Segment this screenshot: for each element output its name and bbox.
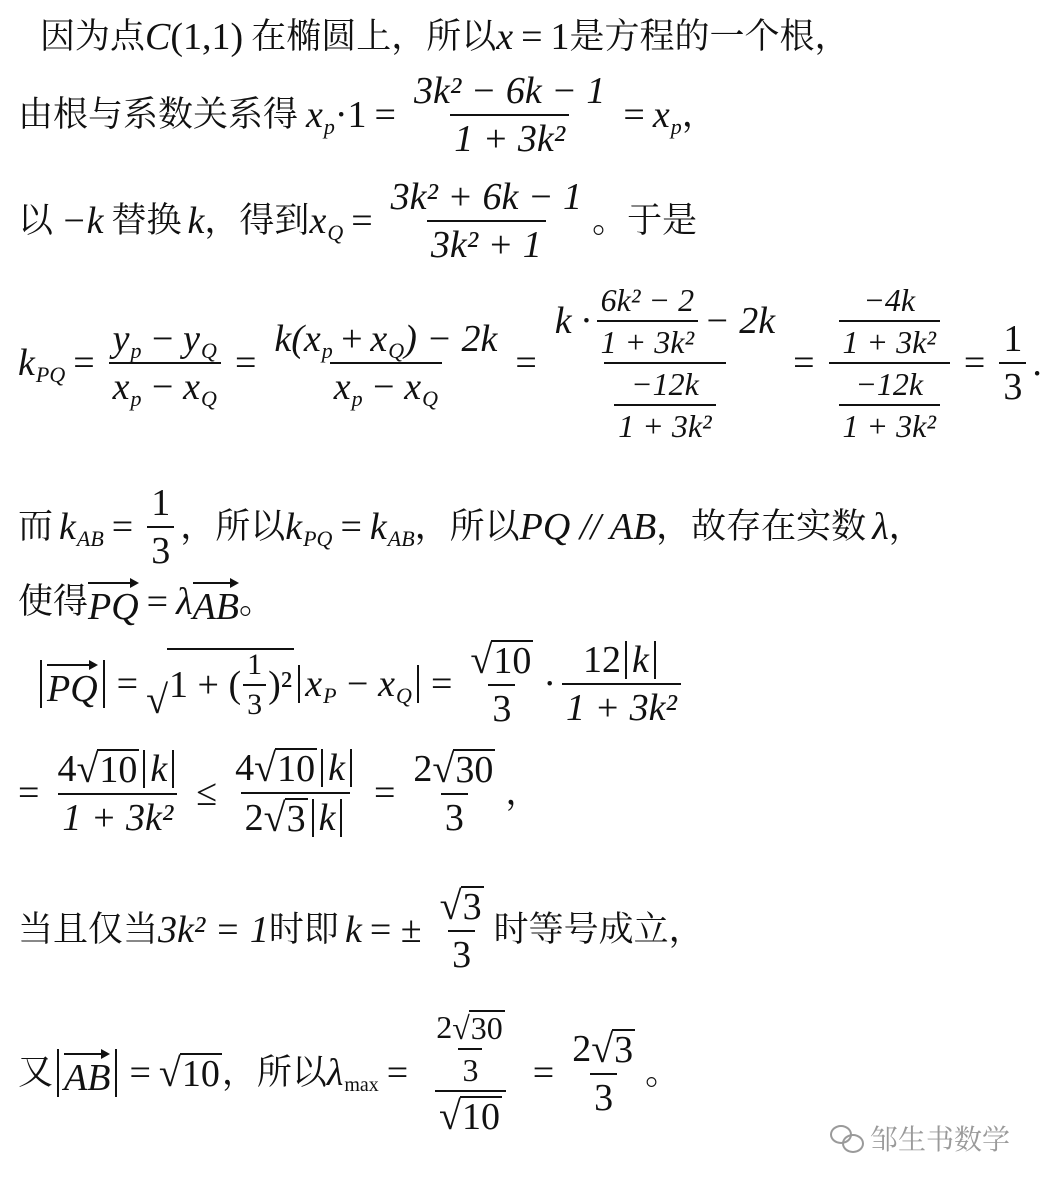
radical-sign-icon: √ [146,677,169,722]
text: 而 [18,506,54,547]
radical-sign-icon: √ [158,1050,181,1095]
square-root [146,648,294,720]
subscript: PQ [303,526,333,551]
compound-fraction [551,284,779,442]
line-2 [18,72,717,158]
denominator: 3 [488,684,515,728]
denominator: 3 [458,1048,482,1086]
numerator [579,641,664,683]
math-symbol: ) − 2k [404,318,498,360]
math-symbol: = [623,94,645,136]
denominator: 1 + 3k² [58,793,177,837]
subscript: p [321,338,333,363]
math-symbol: k [344,909,362,951]
vector-AB [64,1049,110,1097]
radical-sign-icon: √ [470,637,493,682]
fraction [109,318,221,411]
math-symbol: k [187,200,205,242]
subscript: p [323,114,335,139]
math-symbol: C [145,16,171,58]
math-symbol: 2 [436,1009,453,1045]
math-symbol: x [305,663,323,705]
denominator: 1 + 3k² [450,114,569,158]
subscript: Q [396,683,412,708]
subscript: AB [387,526,415,551]
numerator [432,1010,509,1048]
vector-PQ [88,578,139,626]
math-symbol: x [652,94,670,136]
radical-sign-icon: √ [432,746,455,791]
numerator: 6k² − 2 [600,282,695,318]
abs-value [298,663,419,708]
fraction [436,883,488,976]
fraction [432,1010,509,1086]
abs-value: k [321,749,352,787]
radicand: 3 [462,886,482,928]
fraction [568,1026,639,1119]
text: 是方程的一个根， [569,16,850,57]
abs-value: k [625,641,656,679]
denominator: 1 + 3k² [839,404,940,442]
numerator: 1 [151,482,171,524]
math-symbol: = [386,1052,409,1094]
fraction [410,72,609,158]
math-symbol: k [59,506,76,548]
subscript: AB [76,526,104,551]
math-symbol: k [369,506,387,548]
math-symbol: AB [64,1057,111,1099]
text: ，所以 [414,506,520,547]
math-symbol: = [521,16,543,58]
fraction [999,320,1026,406]
numerator [551,284,779,362]
text: ，故存在实数 [656,506,867,547]
math-symbol: k · [554,300,591,342]
vector-AB [193,578,239,626]
subscript: p [670,114,682,139]
radicand [167,648,294,720]
radicand: 30 [470,1010,503,1046]
text: ，所以 [221,1052,327,1093]
square-root [158,1050,222,1095]
math-symbol: 1 + ( [169,664,242,706]
math-symbol: = [373,772,396,814]
math-symbol: x [309,200,327,242]
fraction [270,318,501,411]
radical-sign-icon: √ [591,1026,614,1071]
math-symbol: · [543,663,556,705]
text: 替换 [111,200,182,241]
denominator: 3 [441,793,468,837]
math-symbol: = [351,200,373,242]
radical-sign-icon: √ [439,883,462,928]
subscript: Q [201,338,217,363]
abs-value [40,660,105,708]
math-symbol: 4 [235,747,255,789]
denominator: 3 [448,930,475,974]
denominator [330,362,442,411]
numerator [466,637,537,684]
denominator: 3 [243,684,266,720]
fraction [839,284,940,358]
subscript: p [351,386,363,411]
math-symbol: PQ [47,668,98,710]
fraction [243,650,266,720]
text: 使得 [18,581,89,622]
radicand: 3 [614,1029,634,1071]
math-symbol: k [18,342,35,384]
subscript: Q [422,386,439,411]
fraction [53,746,182,839]
text: ，得到 [204,200,310,241]
radical-sign-icon: √ [254,745,277,790]
line-5 [18,484,924,570]
math-symbol: 12 [583,639,621,681]
numerator [53,746,182,793]
math-symbol: ≤ [196,772,218,814]
math-symbol: −k [61,200,104,242]
numerator: 3k² + 6k − 1 [390,176,583,218]
math-symbol: x [378,663,396,705]
radicand: 10 [181,1053,220,1095]
math-symbol: + [338,318,365,360]
square-root [254,745,317,790]
subscript: max [344,1074,379,1096]
text: 。 [645,1052,681,1093]
denominator: 1 + 3k² [562,683,681,727]
math-symbol: 3k² = 1 [158,909,269,951]
vector-arrow [64,1049,110,1059]
fraction [614,368,715,442]
line-6 [18,578,274,626]
fraction [409,746,499,839]
subscript: p [130,386,142,411]
watermark [830,1118,1010,1158]
math-symbol: = [116,663,139,705]
math-symbol: − [344,663,371,705]
math-symbol: y [183,318,201,360]
radicand: 3 [286,798,306,840]
radical-sign-icon: √ [263,795,286,840]
radical-sign-icon: √ [439,1093,461,1138]
math-symbol: k [285,506,303,548]
math-symbol: AB [192,586,240,628]
text: 又 [18,1052,54,1093]
text: ， [681,94,717,135]
text: ， [888,506,924,547]
math-symbol: = [146,581,169,623]
subscript: PQ [35,362,66,387]
math-symbol: PQ [88,586,139,628]
math-symbol: = [532,1052,555,1094]
numerator [231,745,360,792]
math-symbol: x [333,366,351,408]
numerator [409,746,499,793]
square-root [591,1026,635,1071]
math-symbol: = [111,506,134,548]
math-symbol: 2 [572,1028,592,1070]
math-symbol: = [129,1052,151,1094]
math-symbol: x [496,16,514,58]
line-10 [18,1010,680,1136]
vector-arrow [193,578,239,588]
compound-fraction [829,284,950,442]
square-root [452,1010,505,1044]
math-symbol: λ [176,581,193,623]
math-symbol: )² [268,664,293,706]
denominator: 3 [147,526,174,570]
line-1 [40,18,850,56]
math-symbol: λ [872,506,889,548]
math-symbol: k(x [274,318,321,360]
numerator [270,320,501,362]
line-8 [18,745,541,840]
numerator: −4k [863,282,916,318]
denominator: 3k² + 1 [427,220,546,264]
fraction [147,484,174,570]
math-symbol: x [183,366,201,408]
text: ， [505,772,541,813]
math-symbol: − [149,318,176,360]
math-symbol: = [374,94,396,136]
text: 以 [18,200,54,241]
numerator: 3k² − 6k − 1 [413,70,606,112]
text: 时等号成立， [493,909,704,950]
text: ，所以 [180,506,286,547]
subscript: Q [388,338,405,363]
text: 因为点 [40,16,146,57]
numerator: −12k [855,366,924,402]
text: 当且仅当 [18,909,159,950]
math-symbol: = [793,342,815,384]
math-symbol: = [430,663,453,705]
vector-PQ [47,660,98,708]
text: 由根与系数关系得 [18,94,299,135]
text: 时即 [268,909,339,950]
fraction [839,368,940,442]
math-symbol: − 2k [704,300,776,342]
compound-fraction [422,1010,519,1136]
numerator [568,1026,639,1073]
denominator [241,792,351,838]
text: 。 [239,581,275,622]
fraction [231,745,360,840]
math-symbol: = ± [369,909,422,951]
math-symbol: = [18,772,40,814]
numerator [829,284,950,362]
line-3 [18,178,697,264]
radicand: 10 [461,1096,500,1138]
fraction [466,637,537,730]
text: 。于是 [592,200,698,241]
radicand: 10 [277,748,316,790]
square-root [432,746,495,791]
watermark-text: 邹生书数学 [870,1123,1011,1156]
math-symbol: 4 [57,748,77,790]
denominator: 3 [999,362,1026,406]
subscript: Q [327,220,344,245]
math-symbol: x [112,366,130,408]
radical-sign-icon: √ [76,746,99,791]
math-symbol: PQ // AB [519,506,657,548]
abs-value [57,1049,117,1097]
math-symbol: = [73,342,95,384]
math-symbol: − [370,366,397,408]
numerator: 1 [1003,318,1023,360]
line-7 [36,637,687,730]
fraction [387,178,586,264]
text: 在椭圆上，所以 [251,16,497,57]
math-symbol: = [963,342,986,384]
denominator: 1 + 3k² [614,404,715,442]
fraction [562,641,681,727]
numerator: 1 [247,648,263,681]
numerator [109,320,221,362]
math-symbol: ·1 [334,94,367,136]
denominator [604,362,725,442]
line-4 [18,284,1042,442]
wechat-icon [830,1125,864,1151]
math-symbol: (1,1) [170,16,244,58]
math-symbol: . [1032,342,1042,384]
numerator [436,883,488,930]
fraction [597,284,698,358]
math-symbol: x [370,318,388,360]
subscript: p [130,338,142,363]
denominator [435,1090,506,1136]
denominator [109,362,221,411]
line-9 [18,883,704,976]
numerator [422,1010,519,1090]
radicand: 10 [493,640,532,682]
math-symbol: − [149,366,176,408]
denominator [829,362,950,442]
vector-arrow [47,660,98,670]
math-symbol: = [515,342,537,384]
abs-value: k [143,750,174,788]
math-symbol: 2 [413,748,433,790]
subscript: P [323,683,337,708]
denominator: 1 + 3k² [839,320,940,358]
denominator: 1 + 3k² [597,320,698,358]
math-symbol: λ [326,1052,344,1094]
denominator: 3 [590,1073,617,1117]
math-symbol: 1 [550,16,570,58]
radical-sign-icon: √ [452,1010,470,1046]
math-symbol: = [340,506,362,548]
math-symbol: = [234,342,257,384]
math-symbol: y [112,318,130,360]
math-symbol: x [306,94,323,136]
square-root [263,795,308,840]
subscript: Q [201,386,217,411]
math-symbol: 2 [244,797,264,839]
vector-arrow [88,578,139,588]
math-symbol: x [404,366,422,408]
radicand: 10 [99,749,138,791]
radicand: 30 [455,749,494,791]
square-root [76,746,139,791]
numerator: −12k [631,366,699,402]
abs-value: k [312,799,343,837]
